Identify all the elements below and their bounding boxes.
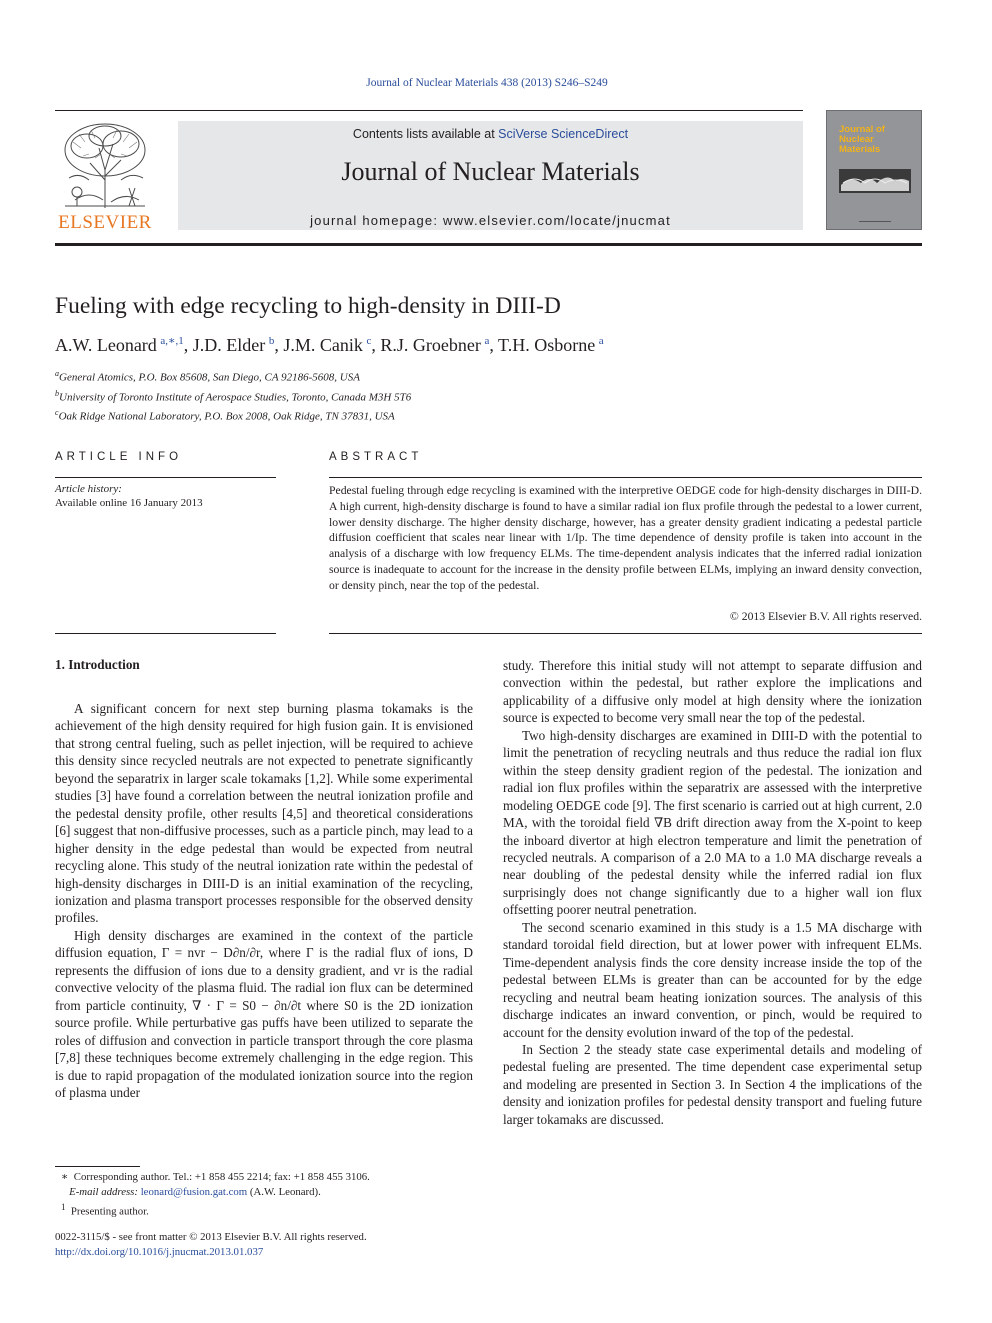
- cover-title: [839, 125, 913, 155]
- footnote-mark: ∗: [61, 1171, 69, 1183]
- header-thick-rule: [55, 243, 922, 246]
- affiliation-text: General Atomics, P.O. Box 85608, San Diego, CA 92186-5608, USA: [59, 371, 360, 384]
- journal-header-box: [178, 121, 803, 230]
- author-separator: ,: [274, 335, 284, 355]
- footnote-email: [55, 1185, 475, 1200]
- email-label: E-mail address:: [69, 1186, 141, 1198]
- header-rule: [55, 110, 803, 111]
- body-paragraph: In Section 2 the steady state case experimental details and modeling of pedestal fueling are presented. The time dependent case experimental setup and modeling are presented in Section 3. In Section 4 the implications of the density and ionization profiles for pedestal density transport and fueling future larger tokamaks are discussed.: [503, 1041, 922, 1127]
- cover-photo: [839, 169, 911, 193]
- author-affiliation-mark[interactable]: b: [268, 335, 275, 347]
- author-name: J.M. Canik: [283, 335, 367, 355]
- author-separator: ,: [489, 335, 499, 355]
- section-heading-introduction: 1. Introduction: [55, 657, 140, 672]
- footnote-corresponding-text: Corresponding author. Tel.: +1 858 455 2214; fax: +1 858 455 3106.: [73, 1171, 370, 1183]
- email-link[interactable]: leonard@fusion.gat.com: [140, 1186, 248, 1198]
- elsevier-wordmark: ELSEVIER: [58, 212, 152, 233]
- body-column-right: [503, 657, 922, 1128]
- affiliation: [55, 405, 411, 425]
- body-paragraph: Two high-density discharges are examined in DIII-D with the potential to limit the penetration of recycling neutrals and thus reduce the radial ion flux within the steep density gradient region of the pedestal. The ionization and radial ion flux profiles within the separatrix are assessed with the interpretive modeling OEDGE code [9]. The first scenario is carried out at high current, 2.0 MA, with the toroidal field ∇B drift direction away from the X-point to keep the inboard divertor at high electron temperature and limit the penetration of recycled neutrals. A comparison of a 2.0 MA to a 1.0 MA discharge reveals a near doubling of the pedestal density while the inferred radial ion flux surprisingly does not change significantly due to a higher wall ion flux offsetting poorer neutral penetration.: [503, 727, 922, 918]
- body-paragraph: A significant concern for next step burning plasma tokamaks is the achievement of the high density required for high fusion gain. It is envisioned that strong central fueling, such as pellet injection, will be required to achieve this density since recycled neutrals are not expected to penetrate significantly beyond the separatrix in larger scale tokamaks [1,2]. While some experimental studies [3] have found a correlation between the neutral ionization profile and the pedestal density profile, other results [4,5] and theoretical considerations [6] suggest that non-diffusive processes, such as a particle pinch, may lead to a higher density in the edge pedestal than would be expected from neutral recycling alone. This study of the neutral ionization rate within the pedestal of high-density discharges in DIII-D is an initial examination of the recycling, ionization and plasma transport processes responsible for the observed density profiles.: [55, 701, 473, 926]
- author-name: A.W. Leonard: [55, 335, 161, 355]
- author-name: T.H. Osborne: [498, 335, 599, 355]
- abstract-heading: ABSTRACT: [329, 451, 423, 463]
- article-history-label: Article history:: [55, 483, 122, 495]
- abstract-copyright: © 2013 Elsevier B.V. All rights reserved.: [729, 610, 922, 623]
- article-info-heading: ARTICLE INFO: [55, 451, 183, 463]
- contents-line: [178, 127, 803, 141]
- cover-image-icon: [839, 169, 911, 193]
- footnote-rule: [55, 1166, 140, 1167]
- affiliation-mark: b: [55, 388, 59, 398]
- article-info-bottom-rule: [55, 633, 276, 634]
- cover-title-line1: Journal of: [839, 124, 885, 135]
- issn-line: 0022-3115/$ - see front matter © 2013 Elsevier B.V. All rights reserved.: [55, 1231, 367, 1243]
- footnote-presenting: [55, 1200, 475, 1220]
- affiliation-text: Oak Ridge National Laboratory, P.O. Box 2008, Oak Ridge, TN 37831, USA: [58, 410, 395, 423]
- author-name: R.J. Groebner: [380, 335, 485, 355]
- affiliation-mark: a: [55, 369, 59, 378]
- footnote-corresponding: [55, 1170, 475, 1185]
- author-separator: ,: [183, 335, 193, 355]
- article-history-value: Available online 16 January 2013: [55, 497, 203, 509]
- article-title: Fueling with edge recycling to high-density in DIII-D: [55, 293, 561, 319]
- email-suffix: (A.W. Leonard).: [247, 1186, 321, 1198]
- journal-title: Journal of Nuclear Materials: [341, 157, 640, 186]
- author-affiliation-mark[interactable]: c: [366, 335, 372, 347]
- footnote-mark: 1: [61, 1202, 66, 1212]
- abstract-text: Pedestal fueling through edge recycling is examined with the interpretive OEDGE code for high-density discharges in DIII-D. A high current, high-density discharge is found to have a similar radial ion flux profile through the pedestal to a lower current, lower density discharge. The higher density discharge, however, has a greater density gradient indicating a pedestal particle diffusion coefficient that scales near linear with 1/Ip. The time dependence of density profile is taken into account in the analysis of a discharge with low frequency ELMs. The time-dependent analysis indicates that the inferred radial ionization source is inadequate to account for the increase in the density profile between ELMs, implying an inward density convection, or density pinch, near the top of the pedestal.: [329, 484, 922, 592]
- elsevier-logo[interactable]: [55, 118, 155, 232]
- author-list: [55, 334, 604, 356]
- author-affiliation-mark[interactable]: a: [598, 335, 604, 347]
- cover-footer-line: [859, 221, 891, 222]
- affiliation: [55, 386, 411, 406]
- journal-reference[interactable]: Journal of Nuclear Materials 438 (2013) S246–S249: [366, 77, 608, 89]
- body-paragraph: study. Therefore this initial study will not attempt to separate diffusion and convection within the pedestal, but rather explore the implications and applicability of a diffusive only model at high density where the ionization source is expected to become very small near the top of the pedestal.: [503, 658, 922, 726]
- footnote-presenting-text: Presenting author.: [70, 1205, 149, 1218]
- body-column-left: [55, 700, 473, 1101]
- sciencedirect-link[interactable]: SciVerse ScienceDirect: [498, 127, 629, 141]
- body-paragraph: The second scenario examined in this study is a 1.5 MA discharge with standard toroidal field direction, but at lower power with infrequent ELMs. Time-dependent analysis finds the core density increase inside the top of the pedestal between ELMs is greater than can be accounted for by the edge recycling and neutral beam heating ionization sources. The analysis of this discharge indicates an inward convention, or pinch, would be required to account for the density evolution inward of the top of the pedestal.: [503, 919, 922, 1040]
- affiliation-mark: c: [55, 408, 59, 418]
- author-affiliation-mark[interactable]: a,∗,1: [160, 335, 184, 347]
- contents-prefix: Contents lists available at: [352, 127, 499, 141]
- affiliation-list: [55, 366, 411, 425]
- tree-icon: [55, 118, 155, 210]
- body-paragraph: High density discharges are examined in the context of the particle diffusion equation, Γ = nvr − D∂n/∂r, where Γ is the radial flux of ions, D represents the diffusion of ions due to a density gradient, and vr is the radial convective velocity of the plasma fluid. The radial ion flux can be determined from particle continuity, ∇ · Γ = S0 − ∂n/∂t where S0 is the 2D ionization source profile. While perturbative gas puffs have been utilized to separate the roles of diffusion and convection in particle transport through the core plasma [7,8] these techniques become extremely challenging in the edge region. This is due to rapid propagation of the modulated ionization source into the region of plasma under: [55, 927, 473, 1100]
- journal-homepage[interactable]: journal homepage: www.elsevier.com/locate/jnucmat: [310, 213, 671, 228]
- affiliation: [55, 366, 411, 386]
- doi-link[interactable]: http://dx.doi.org/10.1016/j.jnucmat.2013.01.037: [55, 1245, 264, 1258]
- author-separator: ,: [371, 335, 381, 355]
- footnotes: [55, 1170, 475, 1220]
- cover-title-line2: Nuclear Materials: [839, 134, 881, 155]
- abstract-rule: [329, 477, 922, 478]
- journal-cover-thumbnail[interactable]: [826, 110, 922, 230]
- author-name: J.D. Elder: [192, 335, 269, 355]
- article-info-rule: [55, 477, 276, 478]
- affiliation-text: University of Toronto Institute of Aerospace Studies, Toronto, Canada M3H 5T6: [59, 391, 412, 404]
- page-bottom-info: [55, 1230, 367, 1259]
- author-affiliation-mark[interactable]: a: [484, 335, 490, 347]
- abstract-bottom-rule: [329, 633, 922, 634]
